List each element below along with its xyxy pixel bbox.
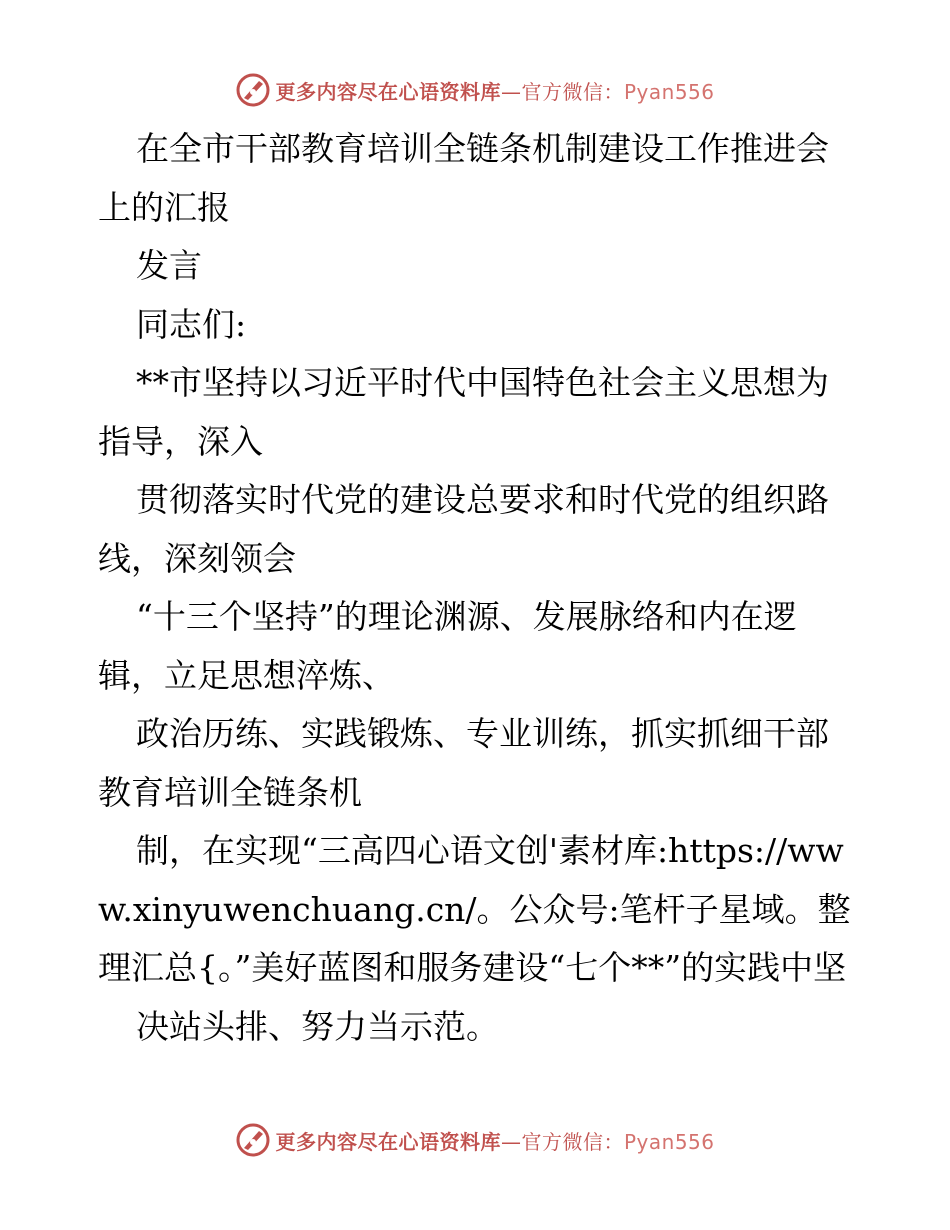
paragraph-2: 贯彻落实时代党的建设总要求和时代党的组织路线，深刻领会 [98, 480, 829, 578]
paragraph-6: 决站头排、努力当示范。 [136, 1006, 499, 1046]
watermark-text [275, 76, 714, 105]
watermark-main: 更多内容尽在心语资料库 [275, 1129, 501, 1154]
document-title-line1: 在全市干部教育培训全链条机制建设工作推进会上的汇报 [98, 129, 829, 227]
paragraph-4: 政治历练、实践锻炼、专业训练，抓实抓细干部教育培训全链条机 [98, 714, 829, 812]
watermark-sub: 官方微信： [521, 79, 624, 104]
watermark-wechat-id: Pyan556 [623, 1129, 715, 1154]
watermark-banner-top [0, 70, 950, 110]
watermark-main: 更多内容尽在心语资料库 [275, 79, 501, 104]
paragraph-5: 制，在实现“三高四心语文创'素材库:https://www.xinyuwenchuang.cn/。公众号:笔杆子星域。整理汇总{。”美好蓝图和服务建设“七个**”的实践中坚 [98, 831, 851, 987]
watermark-wechat-id: Pyan556 [623, 79, 715, 104]
watermark-dash: — [500, 1129, 522, 1154]
watermark-sub: 官方微信： [521, 1129, 624, 1154]
salutation: 同志们: [136, 304, 247, 344]
document-title-line2: 发言 [136, 246, 202, 285]
document-body [98, 120, 858, 1056]
paragraph-3: “十三个坚持”的理论渊源、发展脉络和内在逻辑，立足思想淬炼、 [98, 597, 797, 695]
watermark-text [275, 1126, 714, 1155]
pen-circle-logo-icon [235, 1122, 271, 1158]
watermark-dash: — [500, 79, 522, 104]
paragraph-1: **市坚持以习近平时代中国特色社会主义思想为指导，深入 [98, 363, 829, 461]
pen-circle-logo-icon [235, 72, 271, 108]
watermark-banner-bottom [0, 1120, 950, 1160]
